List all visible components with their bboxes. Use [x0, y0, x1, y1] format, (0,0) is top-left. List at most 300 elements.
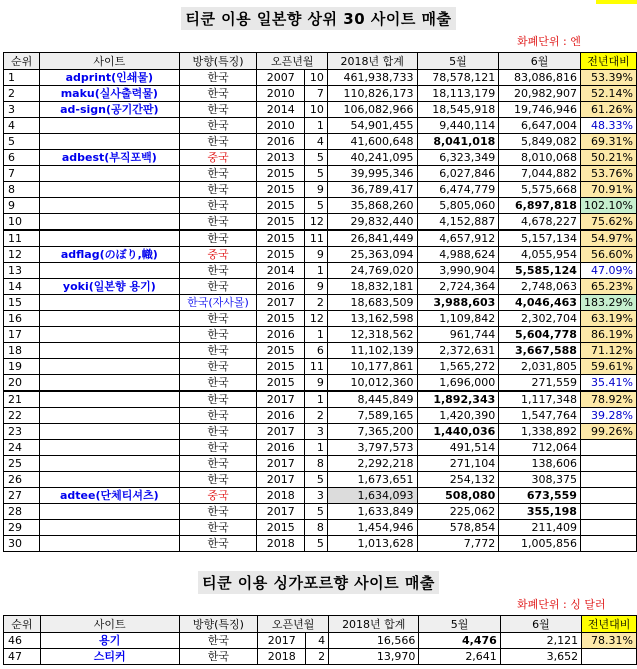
rank-cell: 17 [4, 327, 40, 343]
open-month-cell: 5 [305, 166, 328, 182]
open-year-cell: 2017 [257, 456, 305, 472]
site-cell [40, 214, 179, 231]
site-cell [40, 520, 179, 536]
yoy-cell [580, 504, 636, 520]
open-year-cell: 2015 [257, 311, 305, 327]
total-cell: 1,013,628 [327, 536, 417, 552]
may-cell: 508,080 [417, 488, 499, 504]
table-row [4, 311, 637, 327]
table-row [4, 488, 637, 504]
open-month-cell: 8 [305, 456, 328, 472]
table-row [4, 440, 637, 456]
open-year-cell: 2015 [257, 166, 305, 182]
table-row [4, 182, 637, 198]
june-cell: 5,604,778 [499, 327, 581, 343]
rank-cell: 24 [4, 440, 40, 456]
open-year-cell: 2015 [257, 359, 305, 375]
currency-unit-japan: 화폐단위 : 엔 [517, 35, 581, 48]
rank-cell: 15 [4, 295, 40, 311]
rank-cell: 46 [4, 633, 41, 649]
open-year-cell: 2015 [257, 214, 305, 231]
rank-cell: 3 [4, 102, 40, 118]
may-cell: 78,578,121 [417, 70, 499, 86]
yoy-cell: 59.61% [580, 359, 636, 375]
june-cell: 308,375 [499, 472, 581, 488]
june-cell: 1,547,764 [499, 408, 581, 424]
open-month-cell: 12 [305, 214, 328, 231]
header-direction: 방향(특징) [179, 53, 257, 70]
rank-cell: 29 [4, 520, 40, 536]
june-cell: 5,849,082 [499, 134, 581, 150]
total-cell: 10,012,360 [327, 375, 417, 392]
open-year-cell: 2017 [257, 504, 305, 520]
open-year-cell: 2017 [257, 391, 305, 408]
open-year-cell: 2016 [257, 408, 305, 424]
may-cell: 1,565,272 [417, 359, 499, 375]
total-cell: 24,769,020 [327, 263, 417, 279]
june-cell: 20,982,907 [499, 86, 581, 102]
rank-cell: 19 [4, 359, 40, 375]
yoy-cell: 54.97% [580, 230, 636, 247]
june-cell: 83,086,816 [499, 70, 581, 86]
direction-cell: 한국 [179, 134, 257, 150]
open-month-cell: 8 [305, 520, 328, 536]
table-row [4, 391, 637, 408]
yoy-cell: 86.19% [580, 327, 636, 343]
total-cell: 8,445,849 [327, 391, 417, 408]
header-june: 6월 [500, 616, 581, 633]
open-year-cell: 2010 [257, 118, 305, 134]
open-month-cell: 11 [305, 359, 328, 375]
total-cell: 18,832,181 [327, 279, 417, 295]
header-open-date: 오픈년월 [257, 53, 327, 70]
site-cell [40, 263, 179, 279]
total-cell: 18,683,509 [327, 295, 417, 311]
may-cell: 2,641 [419, 649, 500, 665]
open-year-cell: 2015 [257, 230, 305, 247]
header-total-2018: 2018년 합계 [329, 616, 419, 633]
open-month-cell: 4 [305, 134, 328, 150]
direction-cell: 중국 [179, 150, 257, 166]
open-year-cell: 2017 [257, 424, 305, 440]
table-row [4, 70, 637, 86]
currency-unit-singapore: 화폐단위 : 싱 달러 [517, 598, 606, 611]
total-cell: 29,832,440 [327, 214, 417, 231]
open-month-cell: 1 [305, 118, 328, 134]
june-cell: 4,678,227 [499, 214, 581, 231]
total-cell: 461,938,733 [327, 70, 417, 86]
may-cell: 1,696,000 [417, 375, 499, 392]
yoy-cell: 63.19% [580, 311, 636, 327]
rank-cell: 22 [4, 408, 40, 424]
open-year-cell: 2017 [257, 295, 305, 311]
table-header-row [4, 616, 637, 633]
open-year-cell: 2015 [257, 343, 305, 359]
open-month-cell: 5 [305, 198, 328, 214]
direction-cell: 한국 [179, 649, 257, 665]
open-year-cell: 2016 [257, 134, 305, 150]
rank-cell: 26 [4, 472, 40, 488]
open-month-cell: 5 [305, 504, 328, 520]
june-cell: 5,157,134 [499, 230, 581, 247]
total-cell: 7,589,165 [327, 408, 417, 424]
japan-sales-table [3, 52, 637, 552]
direction-cell: 한국 [179, 440, 257, 456]
june-cell: 8,010,068 [499, 150, 581, 166]
rank-cell: 6 [4, 150, 40, 166]
direction-cell: 한국 [179, 86, 257, 102]
site-cell [40, 408, 179, 424]
site-cell [40, 359, 179, 375]
rank-cell: 8 [4, 182, 40, 198]
yoy-cell [580, 536, 636, 552]
may-cell: 254,132 [417, 472, 499, 488]
may-cell: 9,440,114 [417, 118, 499, 134]
open-year-cell: 2015 [257, 375, 305, 392]
total-cell: 11,102,139 [327, 343, 417, 359]
direction-cell: 한국 [179, 408, 257, 424]
site-cell: 스티커 [40, 649, 179, 665]
total-cell: 1,454,946 [327, 520, 417, 536]
site-cell [40, 424, 179, 440]
may-cell: 961,744 [417, 327, 499, 343]
june-cell: 2,031,805 [499, 359, 581, 375]
june-cell: 1,338,892 [499, 424, 581, 440]
site-cell [40, 504, 179, 520]
may-cell: 18,113,179 [417, 86, 499, 102]
total-cell: 54,901,455 [327, 118, 417, 134]
open-month-cell: 3 [305, 488, 328, 504]
open-month-cell: 1 [305, 391, 328, 408]
june-cell: 2,748,063 [499, 279, 581, 295]
total-cell: 3,797,573 [327, 440, 417, 456]
header-open-date: 오픈년월 [258, 616, 329, 633]
yoy-cell [582, 649, 637, 665]
site-cell: yoki(일본향 용기) [40, 279, 179, 295]
open-month-cell: 10 [305, 70, 328, 86]
open-month-cell: 2 [305, 295, 328, 311]
site-cell [40, 166, 179, 182]
table-row [4, 214, 637, 231]
open-year-cell: 2016 [257, 440, 305, 456]
rank-cell: 18 [4, 343, 40, 359]
direction-cell: 한국 [179, 327, 257, 343]
open-month-cell: 5 [305, 472, 328, 488]
direction-cell: 한국 [179, 182, 257, 198]
june-cell: 1,117,348 [499, 391, 581, 408]
rank-cell: 14 [4, 279, 40, 295]
site-cell [40, 343, 179, 359]
open-year-cell: 2010 [257, 86, 305, 102]
may-cell: 3,990,904 [417, 263, 499, 279]
open-month-cell: 1 [305, 263, 328, 279]
table-row [4, 359, 637, 375]
site-cell [40, 472, 179, 488]
table-row [4, 198, 637, 214]
site-cell [40, 327, 179, 343]
may-cell: 18,545,918 [417, 102, 499, 118]
direction-cell: 한국 [179, 424, 257, 440]
header-yoy: 전년대비 [580, 53, 636, 70]
direction-cell: 한국 [179, 166, 257, 182]
total-cell: 26,841,449 [327, 230, 417, 247]
yoy-cell: 99.26% [580, 424, 636, 440]
table-row [4, 150, 637, 166]
header-total-2018: 2018년 합계 [327, 53, 417, 70]
yoy-cell: 48.33% [580, 118, 636, 134]
open-month-cell: 4 [306, 633, 329, 649]
site-cell: adflag(のぼり,幟) [40, 247, 179, 263]
june-cell: 211,409 [499, 520, 581, 536]
open-month-cell: 12 [305, 311, 328, 327]
total-cell: 1,634,093 [327, 488, 417, 504]
site-cell: adprint(인쇄물) [40, 70, 179, 86]
table-header-row [4, 53, 637, 70]
rank-cell: 2 [4, 86, 40, 102]
yellow-marker [596, 0, 637, 4]
site-cell [40, 456, 179, 472]
yoy-cell: 47.09% [580, 263, 636, 279]
direction-cell: 한국 [179, 118, 257, 134]
open-year-cell: 2018 [258, 649, 306, 665]
page-title-japan: 티쿤 이용 일본향 상위 30 사이트 매출 [0, 7, 637, 30]
yoy-cell: 183.29% [580, 295, 636, 311]
header-may: 5월 [417, 53, 499, 70]
total-cell: 39,995,346 [327, 166, 417, 182]
may-cell: 4,657,912 [417, 230, 499, 247]
table-row [4, 247, 637, 263]
open-month-cell: 6 [305, 343, 328, 359]
header-site: 사이트 [40, 616, 179, 633]
may-cell: 578,854 [417, 520, 499, 536]
open-year-cell: 2014 [257, 102, 305, 118]
open-year-cell: 2018 [257, 488, 305, 504]
total-cell: 12,318,562 [327, 327, 417, 343]
rank-cell: 30 [4, 536, 40, 552]
rank-cell: 21 [4, 391, 40, 408]
yoy-cell [580, 472, 636, 488]
site-cell: 용기 [40, 633, 179, 649]
yoy-cell: 78.31% [582, 633, 637, 649]
site-cell [40, 134, 179, 150]
yoy-cell: 53.76% [580, 166, 636, 182]
direction-cell: 한국 [179, 359, 257, 375]
table-row [4, 230, 637, 247]
open-month-cell: 2 [306, 649, 329, 665]
direction-cell: 한국 [179, 456, 257, 472]
open-month-cell: 11 [305, 230, 328, 247]
open-year-cell: 2014 [257, 263, 305, 279]
rank-cell: 1 [4, 70, 40, 86]
total-cell: 16,566 [329, 633, 419, 649]
yoy-cell [580, 456, 636, 472]
may-cell: 4,152,887 [417, 214, 499, 231]
june-cell: 2,302,704 [499, 311, 581, 327]
total-cell: 41,600,648 [327, 134, 417, 150]
open-year-cell: 2015 [257, 520, 305, 536]
yoy-cell: 78.92% [580, 391, 636, 408]
table-row [4, 134, 637, 150]
site-cell [40, 118, 179, 134]
may-cell: 2,372,631 [417, 343, 499, 359]
june-cell: 6,897,818 [499, 198, 581, 214]
direction-cell: 중국 [179, 488, 257, 504]
direction-cell: 한국 [179, 230, 257, 247]
may-cell: 7,772 [417, 536, 499, 552]
may-cell: 1,420,390 [417, 408, 499, 424]
rank-cell: 13 [4, 263, 40, 279]
total-cell: 1,633,849 [327, 504, 417, 520]
total-cell: 7,365,200 [327, 424, 417, 440]
yoy-cell: 50.21% [580, 150, 636, 166]
direction-cell: 한국 [179, 375, 257, 392]
open-year-cell: 2007 [257, 70, 305, 86]
may-cell: 6,474,779 [417, 182, 499, 198]
yoy-cell: 102.10% [580, 198, 636, 214]
may-cell: 1,440,036 [417, 424, 499, 440]
direction-cell: 한국 [179, 198, 257, 214]
rank-cell: 7 [4, 166, 40, 182]
may-cell: 4,476 [419, 633, 500, 649]
open-year-cell: 2017 [258, 633, 306, 649]
table-row [4, 102, 637, 118]
open-month-cell: 3 [305, 424, 328, 440]
rank-cell: 9 [4, 198, 40, 214]
table-row [4, 408, 637, 424]
site-cell [40, 440, 179, 456]
table-row [4, 633, 637, 649]
table-row [4, 295, 637, 311]
site-cell: adtee(단체티셔츠) [40, 488, 179, 504]
open-year-cell: 2016 [257, 279, 305, 295]
may-cell: 1,109,842 [417, 311, 499, 327]
yoy-cell: 69.31% [580, 134, 636, 150]
yoy-cell: 71.12% [580, 343, 636, 359]
june-cell: 7,044,882 [499, 166, 581, 182]
header-direction: 방향(특징) [179, 616, 257, 633]
total-cell: 25,363,094 [327, 247, 417, 263]
rank-cell: 25 [4, 456, 40, 472]
yoy-cell: 53.39% [580, 70, 636, 86]
may-cell: 3,988,603 [417, 295, 499, 311]
may-cell: 8,041,018 [417, 134, 499, 150]
open-month-cell: 9 [305, 375, 328, 392]
open-month-cell: 1 [305, 327, 328, 343]
direction-cell: 한국 [179, 504, 257, 520]
rank-cell: 10 [4, 214, 40, 231]
june-cell: 1,005,856 [499, 536, 581, 552]
may-cell: 1,892,343 [417, 391, 499, 408]
total-cell: 36,789,417 [327, 182, 417, 198]
rank-cell: 20 [4, 375, 40, 392]
direction-cell: 한국 [179, 263, 257, 279]
direction-cell: 한국 [179, 391, 257, 408]
table-row [4, 86, 637, 102]
direction-cell: 중국 [179, 247, 257, 263]
header-site: 사이트 [40, 53, 179, 70]
may-cell: 4,988,624 [417, 247, 499, 263]
yoy-cell: 65.23% [580, 279, 636, 295]
may-cell: 491,514 [417, 440, 499, 456]
site-cell [40, 536, 179, 552]
table-row [4, 263, 637, 279]
header-yoy: 전년대비 [582, 616, 637, 633]
open-month-cell: 9 [305, 182, 328, 198]
rank-cell: 11 [4, 230, 40, 247]
rank-cell: 27 [4, 488, 40, 504]
open-month-cell: 10 [305, 102, 328, 118]
yoy-cell: 61.26% [580, 102, 636, 118]
table-row [4, 343, 637, 359]
total-cell: 10,177,861 [327, 359, 417, 375]
yoy-cell: 39.28% [580, 408, 636, 424]
yoy-cell [580, 520, 636, 536]
total-cell: 40,241,095 [327, 150, 417, 166]
june-cell: 712,064 [499, 440, 581, 456]
table-row [4, 327, 637, 343]
direction-cell: 한국 [179, 102, 257, 118]
site-cell [40, 182, 179, 198]
site-cell [40, 230, 179, 247]
may-cell: 6,323,349 [417, 150, 499, 166]
open-month-cell: 9 [305, 247, 328, 263]
open-month-cell: 9 [305, 279, 328, 295]
table-row [4, 456, 637, 472]
table-row [4, 536, 637, 552]
rank-cell: 4 [4, 118, 40, 134]
open-year-cell: 2018 [257, 536, 305, 552]
total-cell: 13,162,598 [327, 311, 417, 327]
direction-cell: 한국 [179, 520, 257, 536]
site-cell [40, 295, 179, 311]
header-rank: 순위 [4, 616, 41, 633]
june-cell: 673,559 [499, 488, 581, 504]
total-cell: 110,826,173 [327, 86, 417, 102]
direction-cell: 한국 [179, 472, 257, 488]
site-cell [40, 198, 179, 214]
page-title-singapore: 티쿤 이용 싱가포르향 사이트 매출 [0, 571, 637, 594]
june-cell: 3,667,588 [499, 343, 581, 359]
open-year-cell: 2015 [257, 247, 305, 263]
table-row [4, 279, 637, 295]
site-cell: ad-sign(공기간판) [40, 102, 179, 118]
table-row [4, 472, 637, 488]
site-cell [40, 391, 179, 408]
june-cell: 19,746,946 [499, 102, 581, 118]
total-cell: 35,868,260 [327, 198, 417, 214]
direction-cell: 한국 [179, 311, 257, 327]
open-year-cell: 2015 [257, 198, 305, 214]
total-cell: 1,673,651 [327, 472, 417, 488]
header-june: 6월 [499, 53, 581, 70]
direction-cell: 한국 [179, 343, 257, 359]
open-month-cell: 2 [305, 408, 328, 424]
yoy-cell: 75.62% [580, 214, 636, 231]
direction-cell: 한국 [179, 633, 257, 649]
total-cell: 106,082,966 [327, 102, 417, 118]
rank-cell: 5 [4, 134, 40, 150]
table-row [4, 375, 637, 392]
singapore-sales-table [3, 615, 637, 665]
june-cell: 6,647,004 [499, 118, 581, 134]
may-cell: 225,062 [417, 504, 499, 520]
open-month-cell: 5 [305, 536, 328, 552]
rank-cell: 47 [4, 649, 41, 665]
direction-cell: 한국 [179, 214, 257, 231]
rank-cell: 23 [4, 424, 40, 440]
june-cell: 355,198 [499, 504, 581, 520]
june-cell: 4,055,954 [499, 247, 581, 263]
